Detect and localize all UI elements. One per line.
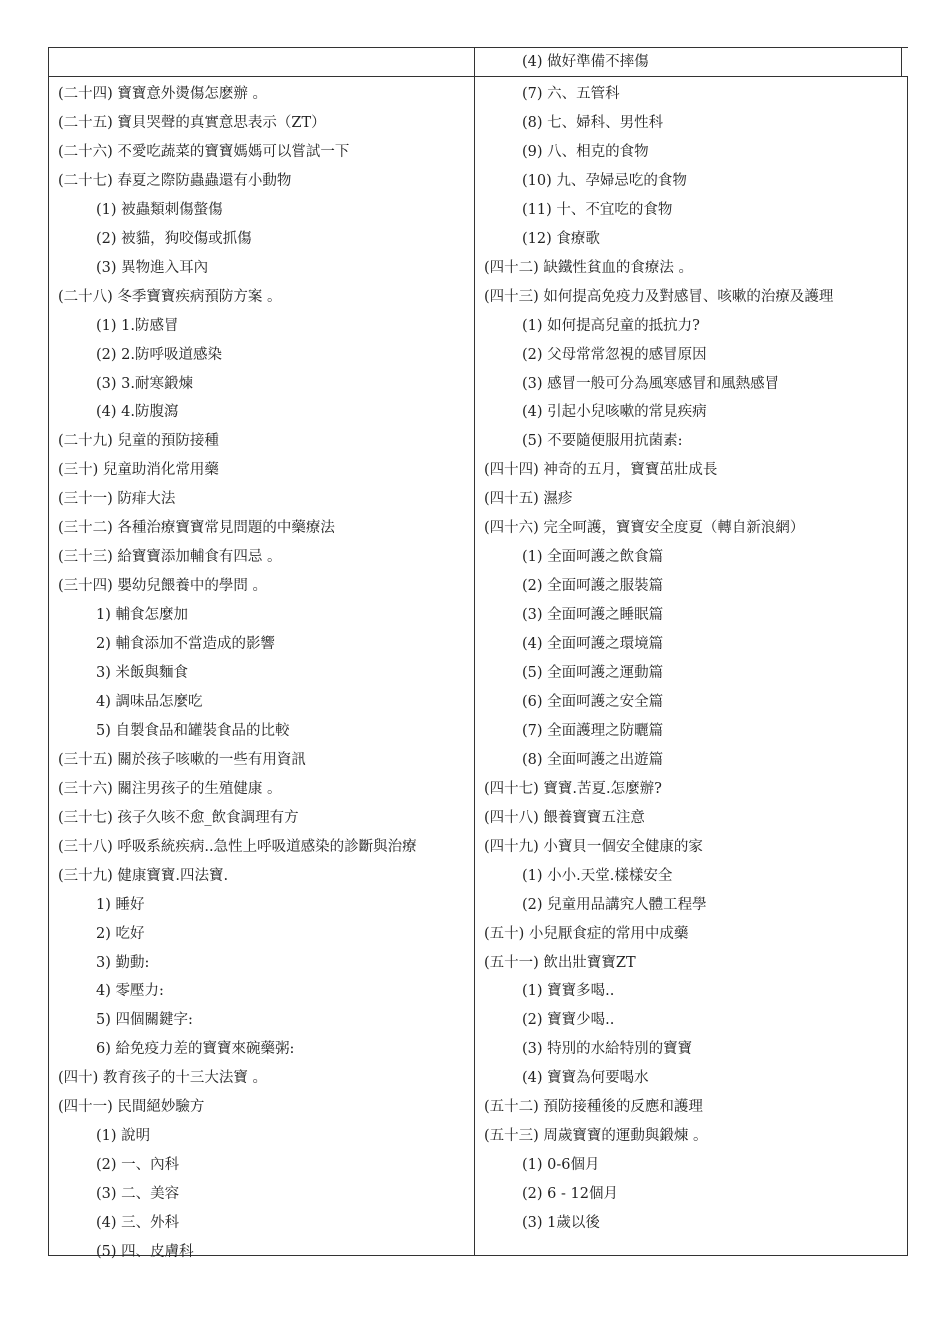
- toc-subentry[interactable]: (8) 七、婦科、男性科: [522, 114, 664, 131]
- toc-entry[interactable]: (三十七) 孩子久咳不愈_飲食調理有方: [58, 809, 299, 826]
- toc-subentry[interactable]: (4) 引起小兒咳嗽的常見疾病: [522, 404, 707, 421]
- toc-entry[interactable]: (四十五) 濕疹: [484, 491, 573, 508]
- toc-entry[interactable]: (三十) 兒童助消化常用藥: [58, 462, 219, 479]
- toc-entry[interactable]: (二十五) 寶貝哭聲的真實意思表示（ZT）: [58, 114, 326, 131]
- left-column: [48, 76, 475, 1260]
- toc-subentry[interactable]: 3) 米飯與麵食: [96, 665, 188, 681]
- toc-subentry[interactable]: (7) 六、五管科: [522, 86, 620, 102]
- toc-subentry[interactable]: (1) 寶寶多喝..: [522, 983, 615, 1000]
- toc-subentry[interactable]: (1) 1.防感冒: [96, 317, 179, 334]
- toc-subentry[interactable]: (4) 4.防腹瀉: [96, 404, 179, 421]
- toc-subentry[interactable]: (2) 被貓，狗咬傷或抓傷: [96, 230, 252, 247]
- toc-subentry[interactable]: (8) 全面呵護之出遊篇: [522, 751, 664, 768]
- toc-subentry[interactable]: (4) 全面呵護之環境篇: [522, 636, 664, 653]
- toc-entry[interactable]: (三十九) 健康寶寶.四法寶.: [58, 867, 229, 884]
- toc-subentry[interactable]: 2) 吃好: [96, 925, 145, 942]
- toc-entry[interactable]: (三十六) 關注男孩子的生殖健康 。: [58, 780, 282, 797]
- toc-subentry[interactable]: (1) 全面呵護之飲食篇: [522, 549, 664, 566]
- toc-subentry[interactable]: (2) 父母常常忽視的感冒原因: [522, 346, 707, 363]
- table-border-tick: [900, 47, 908, 48]
- toc-entry[interactable]: (四十四) 神奇的五月，寶寶茁壯成長: [484, 462, 718, 479]
- toc-subentry[interactable]: (7) 全面護理之防曬篇: [522, 722, 664, 739]
- toc-entry[interactable]: (三十五) 關於孩子咳嗽的一些有用資訊: [58, 751, 306, 768]
- toc-subentry[interactable]: (3) 特別的水給特別的寶寶: [522, 1041, 693, 1058]
- toc-subentry[interactable]: (2) 6 - 12個月: [522, 1186, 618, 1203]
- toc-subentry[interactable]: (4) 寶寶為何要喝水: [522, 1070, 649, 1087]
- toc-subentry[interactable]: 5) 自製食品和罐裝食品的比較: [96, 722, 290, 739]
- toc-subentry[interactable]: 4) 調味品怎麼吃: [96, 693, 203, 710]
- toc-subentry[interactable]: (1) 小小.天堂.樣樣安全: [522, 867, 673, 884]
- toc-entry[interactable]: (五十一) 飲出壯寶寶ZT: [484, 954, 636, 971]
- toc-body-row: [48, 76, 908, 1260]
- toc-entry[interactable]: (四十九) 小寶貝一個安全健康的家: [484, 838, 703, 855]
- toc-subentry[interactable]: (3) 異物進入耳內: [96, 259, 209, 276]
- toc-subentry[interactable]: 1) 睡好: [96, 896, 145, 913]
- toc-subentry[interactable]: 3) 勤動:: [96, 954, 150, 971]
- toc-subentry[interactable]: (1) 如何提高兒童的抵抗力?: [522, 317, 700, 334]
- header-cell-right: [474, 47, 902, 77]
- toc-subentry[interactable]: (3) 全面呵護之睡眠篇: [522, 607, 664, 624]
- toc-subentry[interactable]: (11) 十、不宜吃的食物: [522, 201, 673, 218]
- toc-subentry[interactable]: (6) 全面呵護之安全篇: [522, 693, 664, 710]
- toc-subentry[interactable]: (4) 三、外科: [96, 1215, 180, 1232]
- toc-header-row: [48, 47, 908, 76]
- toc-entry[interactable]: (二十九) 兒童的預防接種: [58, 433, 219, 450]
- toc-subentry[interactable]: 6) 給免疫力差的寶寶來碗藥粥:: [96, 1041, 295, 1058]
- toc-entry[interactable]: (四十三) 如何提高免疫力及對感冒、咳嗽的治療及護理: [484, 288, 834, 305]
- right-column: [474, 76, 908, 1256]
- toc-subentry[interactable]: (1) 說明: [96, 1128, 151, 1145]
- toc-subentry[interactable]: 4) 零壓力:: [96, 983, 164, 1000]
- toc-subentry[interactable]: (3) 二、美容: [96, 1186, 180, 1203]
- toc-entry[interactable]: (四十一) 民間絕妙驗方: [58, 1099, 205, 1116]
- toc-entry[interactable]: (四十) 教育孩子的十三大法寶 。: [58, 1070, 268, 1087]
- toc-subentry[interactable]: 5) 四個關鍵字:: [96, 1012, 193, 1029]
- toc-subentry[interactable]: (2) 兒童用品講究人體工程學: [522, 896, 707, 913]
- toc-subentry[interactable]: (3) 1歲以後: [522, 1215, 600, 1232]
- header-cell-left: [48, 47, 475, 77]
- toc-subentry[interactable]: (5) 不要隨便服用抗菌素:: [522, 433, 683, 450]
- toc-entry[interactable]: (二十八) 冬季寶寶疾病預防方案 。: [58, 288, 282, 305]
- toc-subentry[interactable]: (2) 全面呵護之服裝篇: [522, 578, 664, 595]
- toc-entry[interactable]: (二十四) 寶寶意外燙傷怎麽辦 。: [58, 86, 268, 102]
- toc-subentry[interactable]: (10) 九、孕婦忌吃的食物: [522, 172, 687, 189]
- toc-subentry[interactable]: (1) 被蟲類刺傷螫傷: [96, 201, 223, 218]
- toc-entry[interactable]: (三十一) 防痱大法: [58, 491, 176, 508]
- toc-subentry[interactable]: (12) 食療歌: [522, 230, 600, 247]
- toc-subentry[interactable]: 1) 輔食怎麼加: [96, 607, 188, 624]
- toc-subentry[interactable]: (2) 一、內科: [96, 1157, 180, 1174]
- toc-entry[interactable]: (三十三) 給寶寶添加輔食有四忌 。: [58, 549, 282, 566]
- toc-subentry[interactable]: 2) 輔食添加不當造成的影響: [96, 636, 275, 653]
- toc-entry[interactable]: (四十二) 缺鐵性貧血的食療法 。: [484, 259, 694, 276]
- toc-entry[interactable]: (四十七) 寶寶.苦夏.怎麼辦?: [484, 780, 662, 797]
- toc-entry[interactable]: (三十二) 各種治療寶寶常見問題的中藥療法: [58, 520, 335, 537]
- toc-subentry[interactable]: (9) 八、相克的食物: [522, 143, 649, 160]
- toc-entry[interactable]: (四十八) 餵養寶寶五注意: [484, 809, 645, 826]
- toc-subentry[interactable]: (2) 2.防呼吸道感染: [96, 346, 222, 363]
- toc-entry[interactable]: (三十八) 呼吸系統疾病..急性上呼吸道感染的診斷與治療: [58, 838, 417, 855]
- toc-entry[interactable]: (五十二) 預防接種後的反應和護理: [484, 1099, 703, 1116]
- toc-subentry[interactable]: (5) 四、皮膚科: [96, 1244, 194, 1260]
- toc-subentry[interactable]: (3) 3.耐寒鍛煉: [96, 375, 193, 392]
- toc-subentry[interactable]: (2) 寶寶少喝..: [522, 1012, 615, 1029]
- toc-entry[interactable]: (三十四) 嬰幼兒餵養中的學問 。: [58, 578, 268, 595]
- toc-subentry[interactable]: (3) 感冒一般可分為風寒感冒和風熱感冒: [522, 375, 780, 392]
- toc-entry[interactable]: (二十六) 不愛吃蔬菜的寶寶媽媽可以嘗試一下: [58, 143, 350, 160]
- toc-entry[interactable]: (二十七) 春夏之際防蟲蟲還有小動物: [58, 172, 292, 189]
- toc-entry[interactable]: (4) 做好準備不摔傷: [522, 54, 649, 70]
- toc-entry[interactable]: (五十三) 周歲寶寶的運動與鍛煉 。: [484, 1128, 708, 1145]
- toc-entry[interactable]: (四十六) 完全呵護，寶寶安全度夏（轉自新浪網）: [484, 520, 805, 537]
- toc-subentry[interactable]: (5) 全面呵護之運動篇: [522, 665, 664, 681]
- toc-entry[interactable]: (五十) 小兒厭食症的常用中成藥: [484, 925, 689, 942]
- toc-subentry[interactable]: (1) 0-6個月: [522, 1157, 600, 1174]
